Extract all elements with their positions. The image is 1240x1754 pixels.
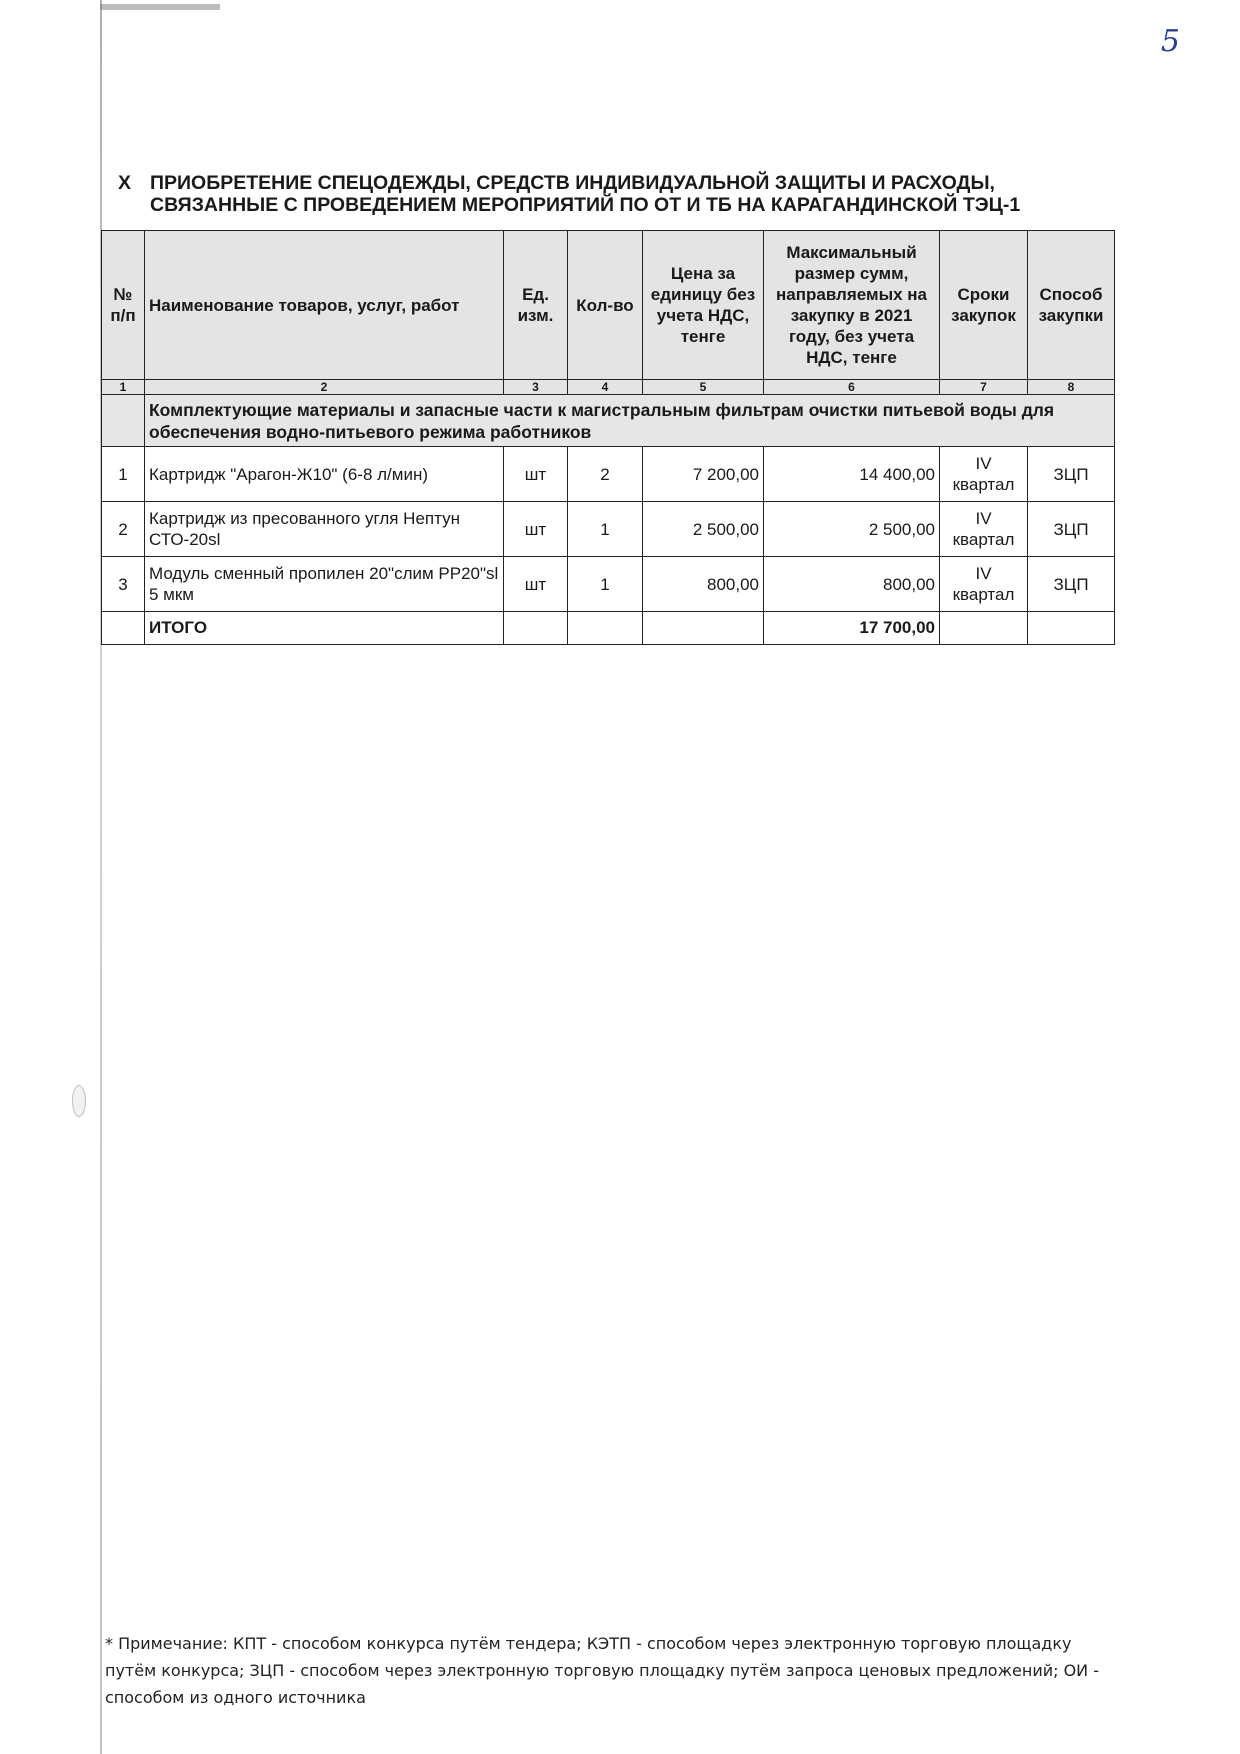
row-method: ЗЦП <box>1028 447 1115 502</box>
scan-shadow <box>100 4 220 10</box>
row-name: Картридж "Арагон-Ж10" (6-8 л/мин) <box>145 447 504 502</box>
row-unit: шт <box>504 502 568 557</box>
column-number: 5 <box>643 380 764 395</box>
column-number: 2 <box>145 380 504 395</box>
row-price: 2 500,00 <box>643 502 764 557</box>
row-number: 3 <box>102 557 145 612</box>
total-empty-cell <box>568 612 643 645</box>
row-qty: 1 <box>568 557 643 612</box>
section-title: ПРИОБРЕТЕНИЕ СПЕЦОДЕЖДЫ, СРЕДСТВ ИНДИВИДУАЛЬНОЙ ЗАЩИТЫ И РАСХОДЫ, СВЯЗАННЫЕ С ПРОВЕДЕНИЕМ МЕРОПРИЯТИЙ ПО ОТ И ТБ НА КАРАГАНДИНСКОЙ ТЭЦ-1 <box>150 172 1021 216</box>
column-number: 6 <box>764 380 940 395</box>
row-unit: шт <box>504 557 568 612</box>
row-number: 1 <box>102 447 145 502</box>
row-method: ЗЦП <box>1028 502 1115 557</box>
total-empty-cell <box>940 612 1028 645</box>
footnote: * Примечание: КПТ - способом конкурса путём тендера; КЭТП - способом через электронную торговую площадку путём конкурса; ЗЦП - способом через электронную торговую площадку путём запроса ценовых предложений; ОИ - способом из одного источника <box>105 1634 1100 1707</box>
row-period-quarter: IV <box>975 454 992 473</box>
row-price: 7 200,00 <box>643 447 764 502</box>
header-unit: Ед. изм. <box>504 231 568 380</box>
row-method: ЗЦП <box>1028 557 1115 612</box>
group-title: Комплектующие материалы и запасные части к магистральным фильтрам очистки питьевой воды для обеспечения водно-питьевого режима работников <box>145 395 1115 447</box>
row-period-word: квартал <box>952 585 1015 604</box>
punch-hole <box>72 1085 86 1117</box>
row-number: 2 <box>102 502 145 557</box>
total-empty-cell <box>643 612 764 645</box>
row-period <box>940 557 1028 612</box>
row-qty: 1 <box>568 502 643 557</box>
row-name: Картридж из пресованного угля Нептун СТО-20sl <box>145 502 504 557</box>
total-empty-cell <box>504 612 568 645</box>
column-number: 4 <box>568 380 643 395</box>
table-row <box>102 557 1115 612</box>
table-row <box>102 502 1115 557</box>
total-label: ИТОГО <box>145 612 504 645</box>
header-name: Наименование товаров, услуг, работ <box>145 231 504 380</box>
row-sum: 800,00 <box>764 557 940 612</box>
row-period-word: квартал <box>952 475 1015 494</box>
row-period <box>940 502 1028 557</box>
header-period: Сроки закупок <box>940 231 1028 380</box>
row-unit: шт <box>504 447 568 502</box>
header-price: Цена за единицу без учета НДС, тенге <box>643 231 764 380</box>
header-sum: Максимальный размер сумм, направляемых на закупку в 2021 году, без учета НДС, тенге <box>764 231 940 380</box>
column-number: 1 <box>102 380 145 395</box>
column-number-row <box>102 380 1115 395</box>
header-row <box>102 231 1115 380</box>
total-sum: 17 700,00 <box>764 612 940 645</box>
row-period-word: квартал <box>952 530 1015 549</box>
header-number: № п/п <box>102 231 145 380</box>
section-heading <box>118 172 1118 216</box>
total-empty-cell <box>102 612 145 645</box>
header-method: Способ закупки <box>1028 231 1115 380</box>
row-qty: 2 <box>568 447 643 502</box>
row-name: Модуль сменный пропилен 20"слим PP20"sl 5 мкм <box>145 557 504 612</box>
row-price: 800,00 <box>643 557 764 612</box>
column-number: 7 <box>940 380 1028 395</box>
column-number: 8 <box>1028 380 1115 395</box>
total-empty-cell <box>1028 612 1115 645</box>
total-row <box>102 612 1115 645</box>
row-period <box>940 447 1028 502</box>
row-period-quarter: IV <box>975 564 992 583</box>
procurement-table <box>101 230 1115 645</box>
page-number: 5 <box>1160 24 1180 59</box>
group-empty-cell <box>102 395 145 447</box>
table-row <box>102 447 1115 502</box>
section-number: X <box>118 172 132 194</box>
row-sum: 2 500,00 <box>764 502 940 557</box>
row-sum: 14 400,00 <box>764 447 940 502</box>
column-number: 3 <box>504 380 568 395</box>
group-row <box>102 395 1115 447</box>
header-qty: Кол-во <box>568 231 643 380</box>
row-period-quarter: IV <box>975 509 992 528</box>
